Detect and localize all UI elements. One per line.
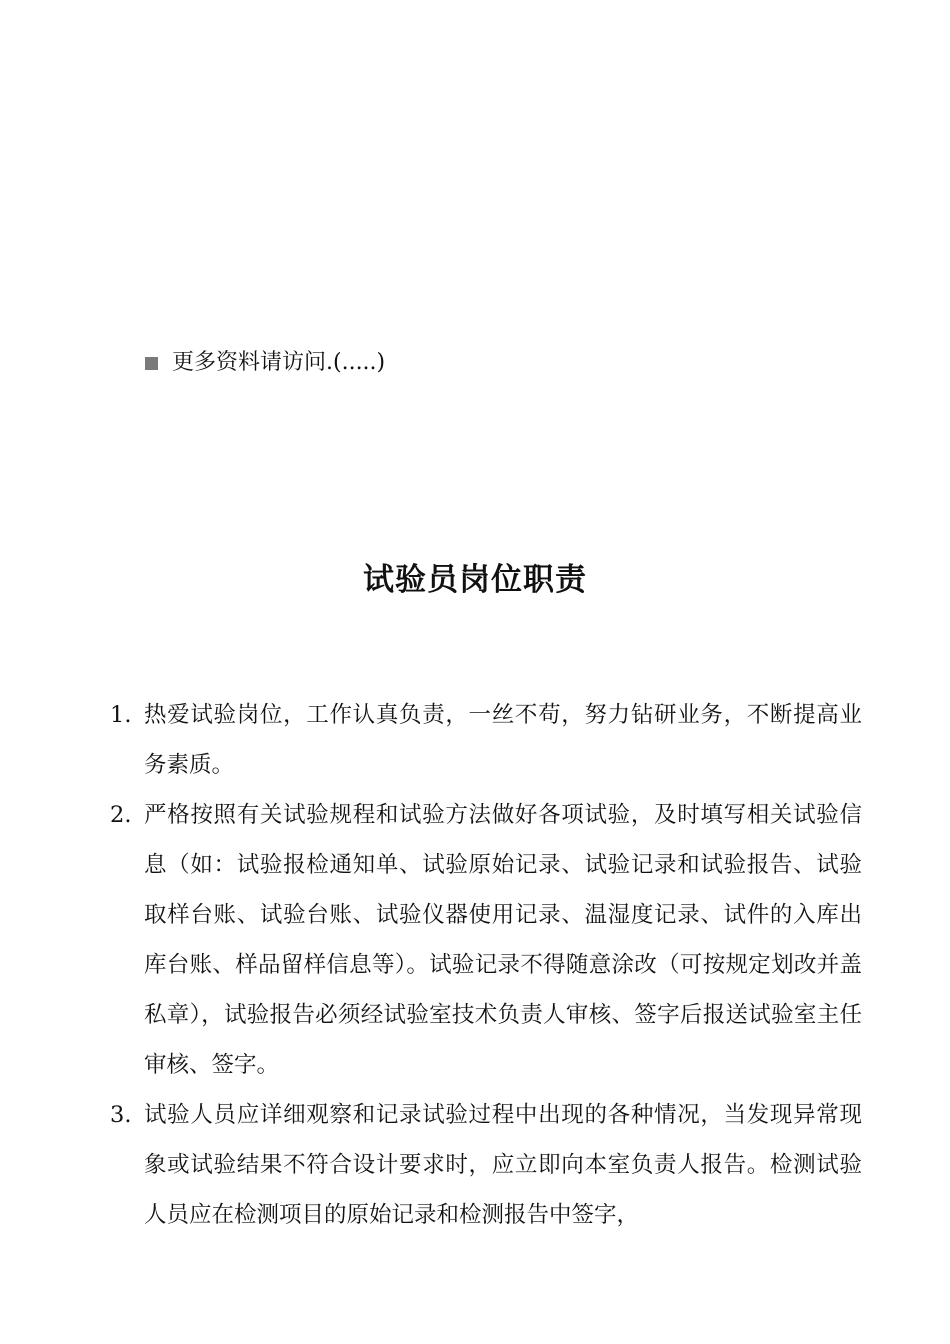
list-item bbox=[110, 690, 862, 790]
more-info-text: 更多资料请访问.(.....) bbox=[172, 350, 386, 375]
list-item-number: 2. bbox=[110, 802, 132, 828]
square-bullet-icon bbox=[145, 357, 158, 370]
list-item-text: 热爱试验岗位，工作认真负责，一丝不苟，努力钻研业务，不断提高业务素质。 bbox=[144, 702, 862, 778]
list-item-text: 试验人员应详细观察和记录试验过程中出现的各种情况，当发现异常现象或试验结果不符合设计要求时，应立即向本室负责人报告。检测试验人员应在检测项目的原始记录和检测报告中签字， bbox=[144, 1102, 862, 1228]
list-item-number: 1. bbox=[110, 702, 132, 728]
list-item-number: 3. bbox=[110, 1102, 132, 1128]
more-info-line bbox=[145, 348, 385, 378]
duties-list bbox=[110, 690, 862, 1240]
list-item bbox=[110, 790, 862, 1090]
document-title: 试验员岗位职责 bbox=[363, 562, 587, 598]
list-item bbox=[110, 1090, 862, 1240]
list-item-text: 严格按照有关试验规程和试验方法做好各项试验，及时填写相关试验信息（如：试验报检通知单、试验原始记录、试验记录和试验报告、试验取样台账、试验台账、试验仪器使用记录、温湿度记录、试件的入库出库台账、样品留样信息等）。试验记录不得随意涂改（可按规定划改并盖私章），试验报告必须经试验室技术负责人审核、签字后报送试验室主任审核、签字。 bbox=[144, 802, 862, 1078]
